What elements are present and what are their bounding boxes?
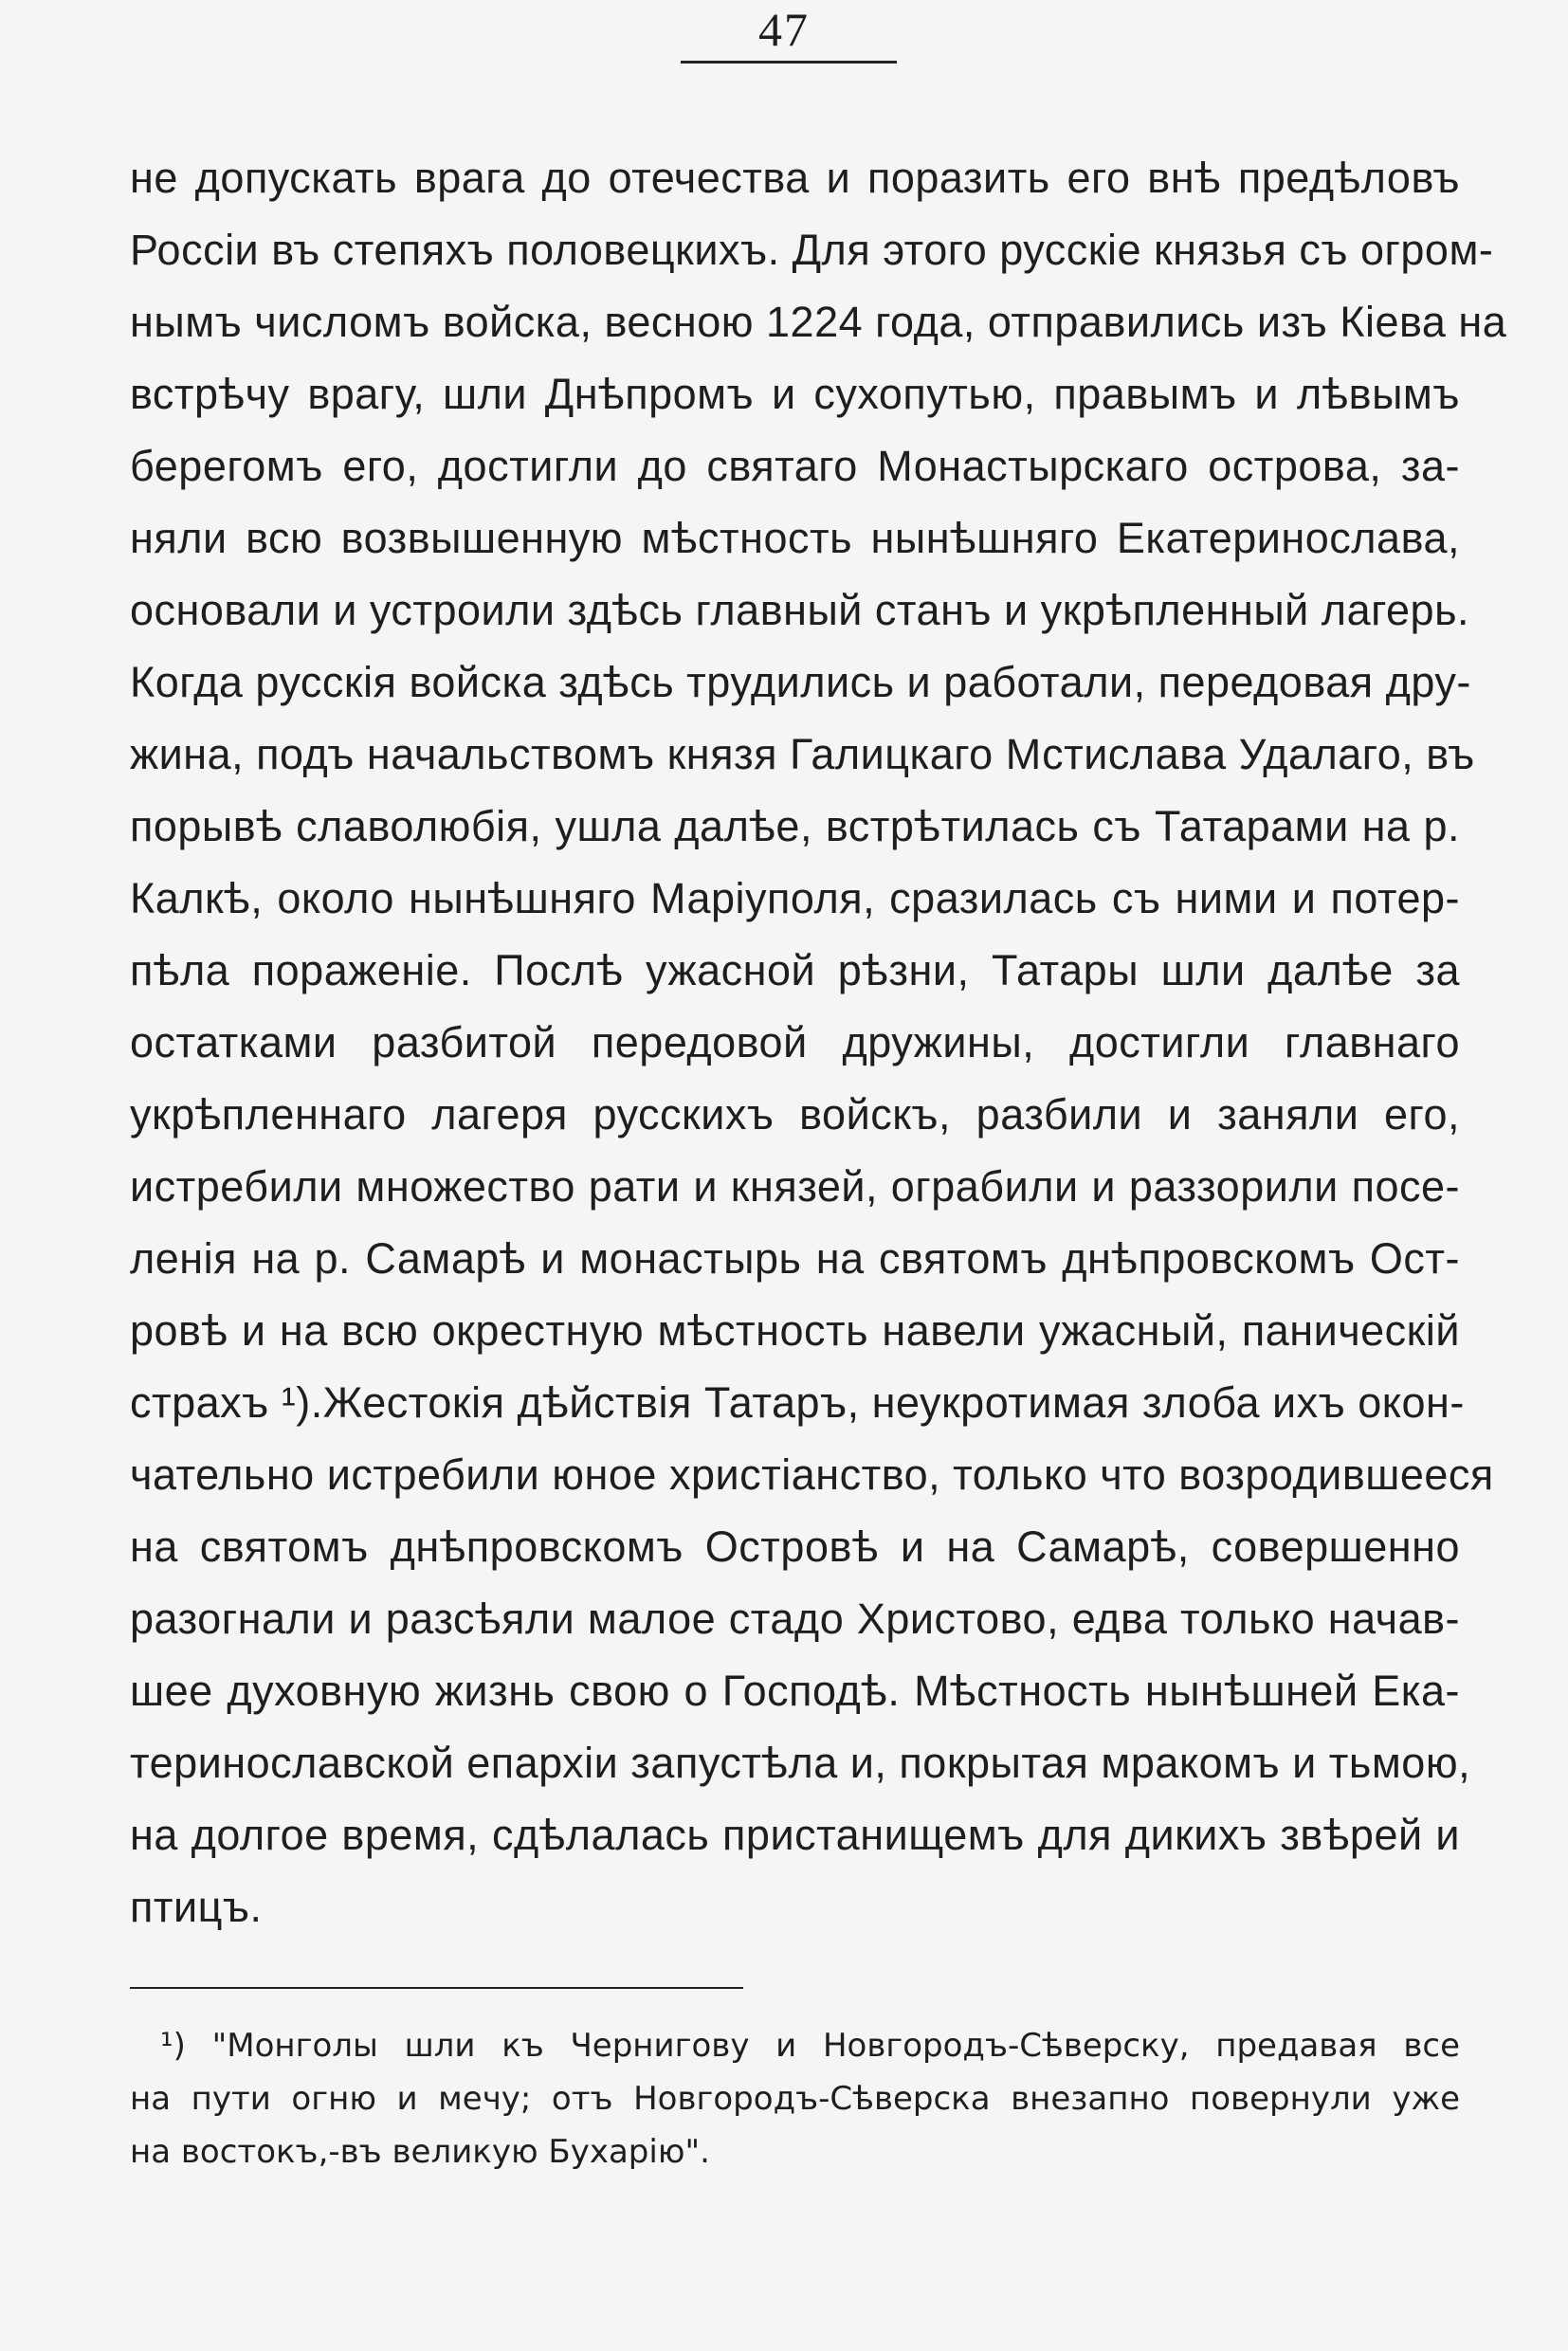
footnote-line: ¹) "Монголы шли къ Чернигову и Новгородъ-Сѣверску, предавая все (160, 2027, 1460, 2065)
text-line: страхъ ¹).Жестокія дѣйствія Татаръ, неукротимая злоба ихъ окон- (130, 1378, 1465, 1427)
text-line: пѣла пораженіе. Послѣ ужасной рѣзни, Татары шли далѣе за (130, 946, 1460, 994)
text-line: разогнали и разсѣяли малое стадо Христово, едва только начав- (130, 1595, 1460, 1643)
text-line: основали и устроили здѣсь главный станъ и укрѣпленный лагерь. (130, 586, 1470, 634)
text-line: ровѣ и на всю окрестную мѣстность навели ужасный, паническій (130, 1306, 1460, 1355)
page-number: 47 (758, 3, 810, 56)
text-line: не допускать врага до отечества и поразить его внѣ предѣловъ (130, 154, 1460, 202)
text-line: встрѣчу врагу, шли Днѣпромъ и сухопутью, правымъ и лѣвымъ (130, 370, 1460, 418)
text-line: ленія на р. Самарѣ и монастырь на святомъ днѣпровскомъ Ост- (130, 1234, 1460, 1283)
text-line: жина, подъ начальствомъ князя Галицкаго Мстислава Удалаго, въ (130, 730, 1475, 778)
header-rule (681, 61, 897, 64)
text-line: птицъ. (130, 1883, 263, 1931)
footnote-rule (130, 1987, 743, 1989)
footnote (130, 2019, 1460, 2178)
text-line: истребили множество рати и князей, ограбили и раззорили посе- (130, 1162, 1460, 1211)
text-line: шее духовную жизнь свою о Господѣ. Мѣстность нынѣшней Ека- (130, 1667, 1460, 1715)
text-line: Калкѣ, около нынѣшняго Маріуполя, сразилась съ ними и потер- (130, 874, 1460, 922)
text-line: на долгое время, сдѣлалась пристанищемъ для дикихъ звѣрей и (130, 1811, 1460, 1859)
text-line: чательно истребили юное христіанство, только что возродившееся (130, 1450, 1494, 1499)
footnote-line: на пути огню и мечу; отъ Новгородъ-Сѣверска внезапно повернули уже (130, 2080, 1460, 2118)
text-line: укрѣпленнаго лагеря русскихъ войскъ, разбили и заняли его, (130, 1090, 1460, 1139)
text-line: остатками разбитой передовой дружины, достигли главнаго (130, 1018, 1460, 1066)
footnote-line: на востокъ,-въ великую Бухарію". (130, 2133, 710, 2171)
text-line: теринославской епархіи запустѣла и, покрытая мракомъ и тьмою, (130, 1739, 1471, 1787)
text-line: порывѣ славолюбія, ушла далѣе, встрѣтилась съ Татарами на р. (130, 802, 1460, 850)
text-line: Когда русскія войска здѣсь трудились и работали, передовая дру- (130, 658, 1471, 706)
text-line: Россіи въ степяхъ половецкихъ. Для этого русскіе князья съ огром- (130, 226, 1494, 274)
text-line: берегомъ его, достигли до святаго Монастырскаго острова, за- (130, 442, 1460, 490)
text-line: няли всю возвышенную мѣстность нынѣшняго Екатеринослава, (130, 514, 1460, 562)
text-line: на святомъ днѣпровскомъ Островѣ и на Самарѣ, совершенно (130, 1522, 1460, 1571)
main-text (130, 142, 1507, 1943)
text-line: нымъ числомъ войска, весною 1224 года, отправились изъ Кіева на (130, 298, 1507, 346)
